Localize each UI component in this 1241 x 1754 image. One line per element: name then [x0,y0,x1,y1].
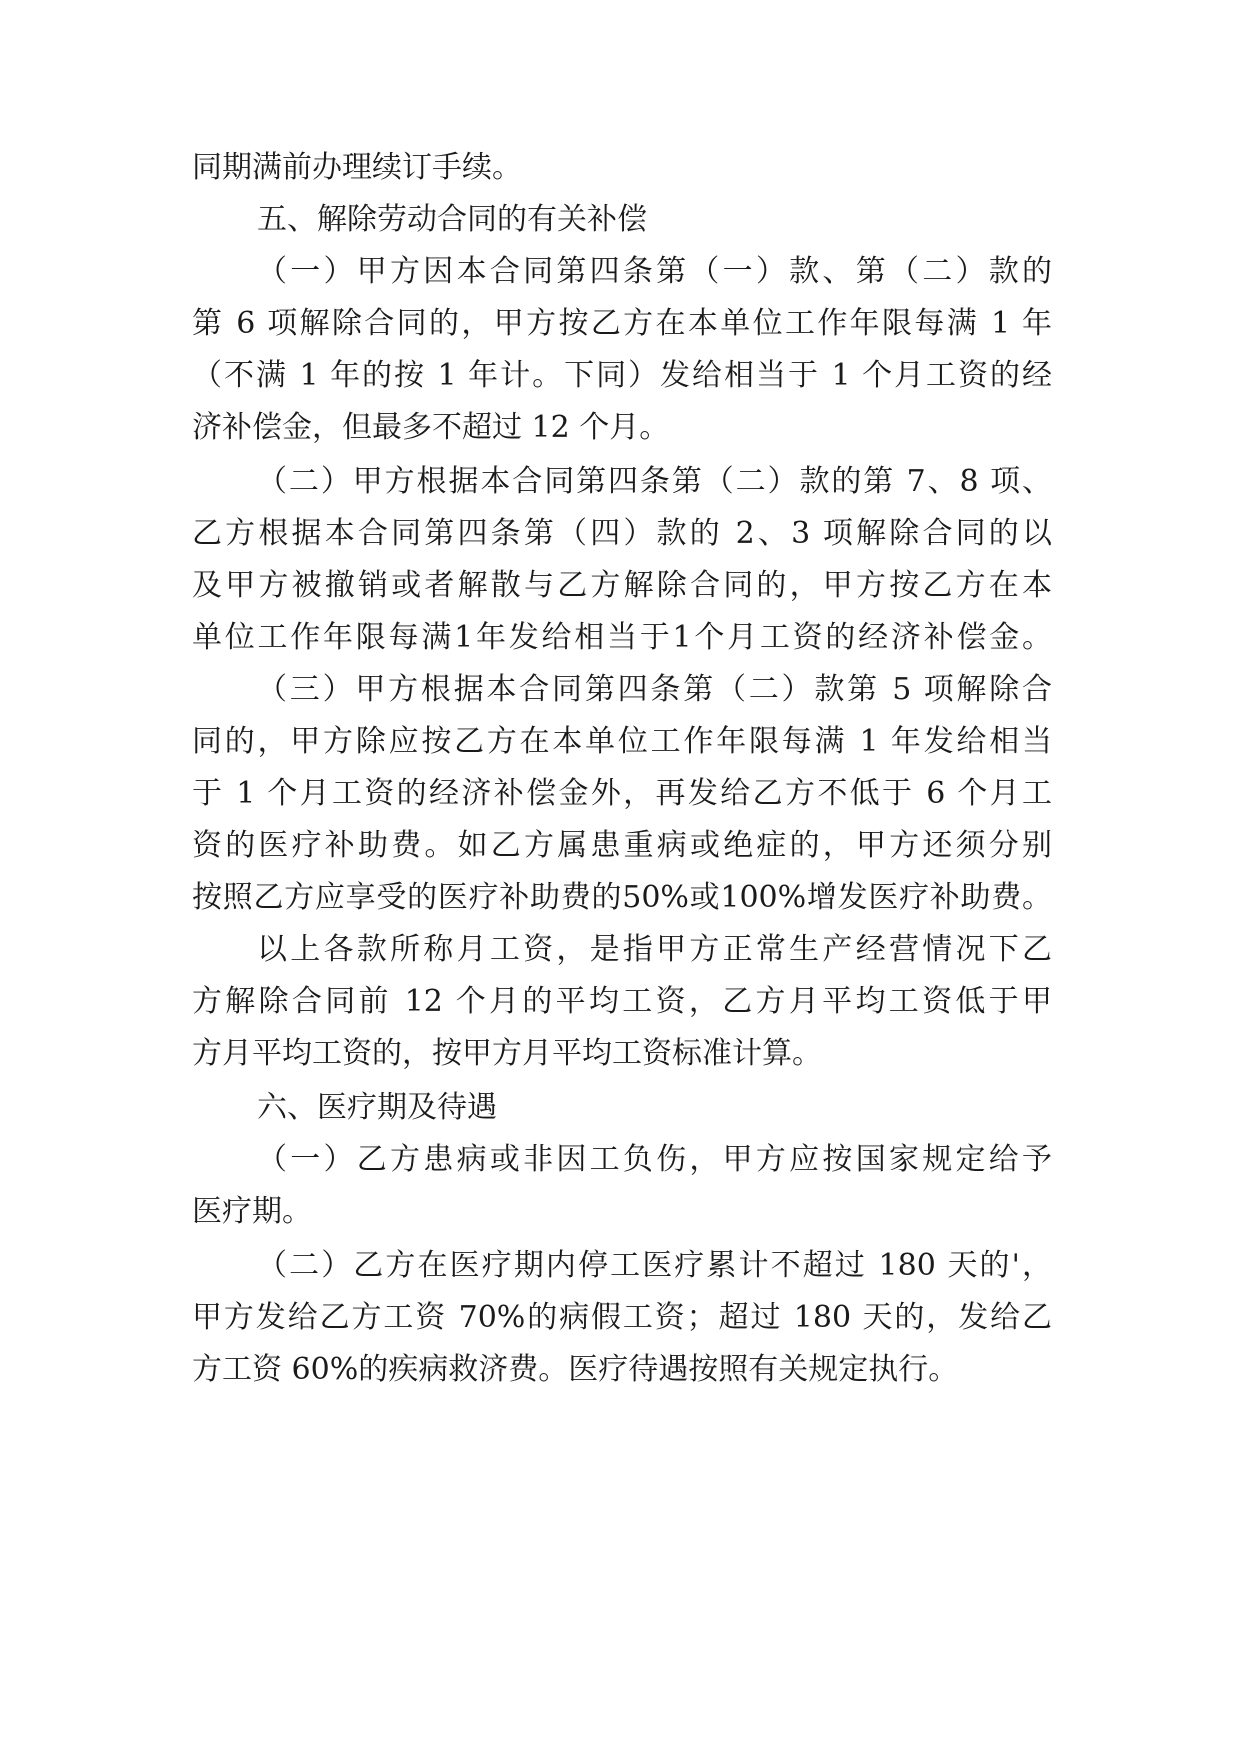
paragraph-line: （二）甲方根据本合同第四条第（二）款的第 7、8 项、 [257,464,1052,499]
paragraph-line: （一）乙方患病或非因工负伤，甲方应按国家规定给予 [257,1142,1052,1177]
section-heading: 六、医疗期及待遇 [257,1090,497,1125]
paragraph-line: 于 1 个月工资的经济补偿金外，再发给乙方不低于 6 个月工 [192,776,1052,811]
section-heading: 五、解除劳动合同的有关补偿 [257,202,647,237]
paragraph-line: 方解除合同前 12 个月的平均工资，乙方月平均工资低于甲 [192,984,1052,1019]
paragraph-line: （三）甲方根据本合同第四条第（二）款第 5 项解除合 [257,672,1052,707]
paragraph-line: 济补偿金，但最多不超过 12 个月。 [192,410,670,445]
paragraph-line: 及甲方被撤销或者解散与乙方解除合同的，甲方按乙方在本 [192,568,1052,603]
paragraph-line: 甲方发给乙方工资 70%的病假工资；超过 180 天的，发给乙 [192,1300,1052,1335]
paragraph-line: 按照乙方应享受的医疗补助费的50%或100%增发医疗补助费。 [192,880,1052,915]
paragraph-line: 单位工作年限每满1年发给相当于1个月工资的经济补偿金。 [192,620,1052,655]
paragraph-line: （二）乙方在医疗期内停工医疗累计不超过 180 天的'， [257,1248,1052,1283]
paragraph-line: 方工资 60%的疾病救济费。医疗待遇按照有关规定执行。 [192,1352,959,1387]
paragraph-line: 同期满前办理续订手续。 [192,150,522,185]
paragraph-line: 以上各款所称月工资，是指甲方正常生产经营情况下乙 [257,932,1052,967]
paragraph-line: （一）甲方因本合同第四条第（一）款、第（二）款的 [257,254,1052,289]
paragraph-line: 同的，甲方除应按乙方在本单位工作年限每满 1 年发给相当 [192,724,1052,759]
paragraph-line: （不满 1 年的按 1 年计。下同）发给相当于 1 个月工资的经 [192,358,1052,393]
paragraph-line: 第 6 项解除合同的，甲方按乙方在本单位工作年限每满 1 年 [192,306,1052,341]
paragraph-line: 乙方根据本合同第四条第（四）款的 2、3 项解除合同的以 [192,516,1052,551]
paragraph-line: 医疗期。 [192,1194,312,1229]
paragraph-line: 资的医疗补助费。如乙方属患重病或绝症的，甲方还须分别 [192,828,1052,863]
paragraph-line: 方月平均工资的，按甲方月平均工资标准计算。 [192,1036,822,1071]
